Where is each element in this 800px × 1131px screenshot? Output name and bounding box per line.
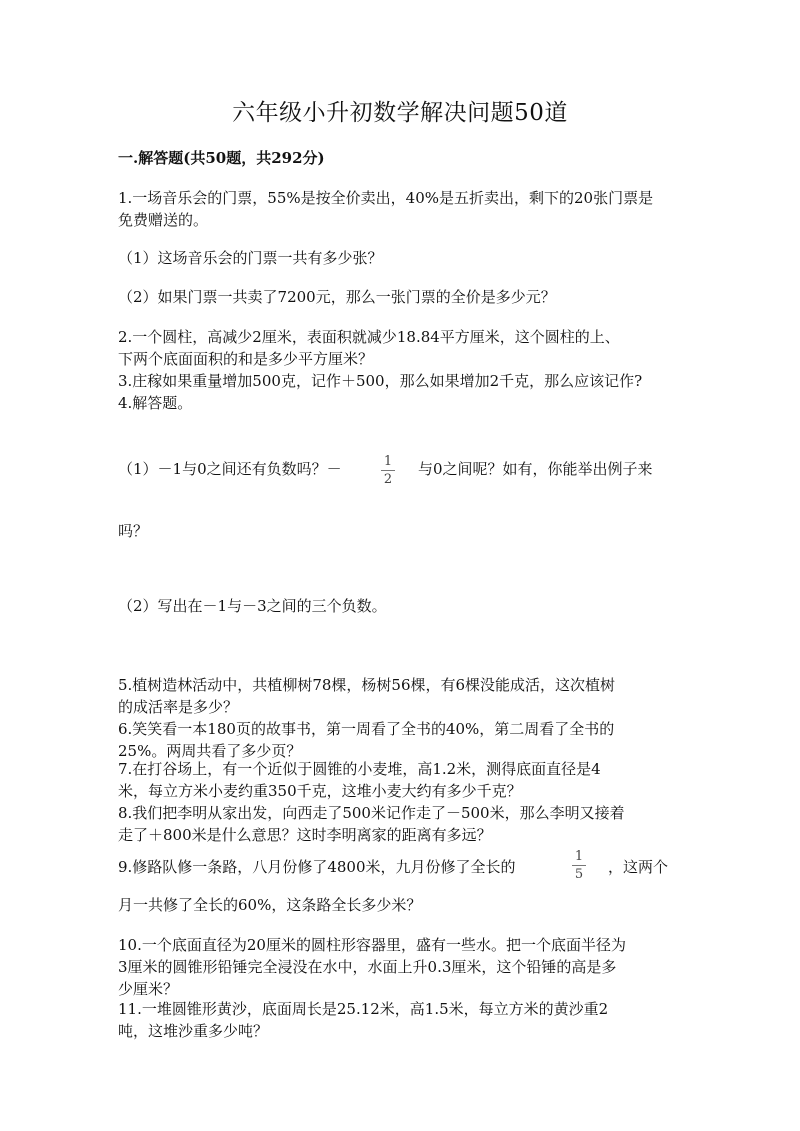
question-1-line-2: 免费赠送的。	[118, 211, 209, 229]
question-9-line-1-text-after: ，这两个	[608, 858, 669, 876]
question-8-line-2: 走了＋800米是什么意思？这时李明离家的距离有多远？	[118, 826, 492, 844]
question-6-line-2: 25%。两周共看了多少页？	[118, 742, 302, 760]
page-title: 六年级小升初数学解决问题50道	[232, 100, 568, 126]
fraction-one-fifth	[569, 849, 589, 882]
question-6-line-1: 6.笑笑看一本180页的故事书，第一周看了全书的40%，第二周看了全书的	[118, 720, 615, 738]
question-1-line-1: 1.一场音乐会的门票，55%是按全价卖出，40%是五折卖出，剩下的20张门票是	[118, 189, 654, 207]
question-5-line-2: 的成活率是多少？	[118, 698, 239, 716]
question-9-line-1-text-before: 9.修路队修一条路，八月份修了4800米，九月份修了全长的	[118, 858, 516, 876]
fraction-bar	[381, 470, 395, 471]
question-11-line-1: 11.一堆圆锥形黄沙，底面周长是25.12米，高1.5米，每立方米的黄沙重2	[118, 1000, 609, 1018]
question-4-sub-1-line-2: 吗？	[118, 522, 149, 540]
question-8-line-1: 8.我们把李明从家出发，向西走了500米记作走了－500米，那么李明又接着	[118, 804, 625, 822]
question-10-line-3: 少厘米？	[118, 980, 179, 998]
question-4-line-1: 4.解答题。	[118, 394, 193, 412]
question-4-sub-1-text-before: （1）－1与0之间还有负数吗？－	[118, 460, 342, 478]
question-2-line-1: 2.一个圆柱，高减少2厘米，表面积就减少18.84平方厘米，这个圆柱的上、	[118, 328, 620, 346]
question-11-line-2: 吨，这堆沙重多少吨？	[118, 1022, 269, 1040]
fraction-denominator: 2	[383, 472, 393, 487]
fraction-numerator: 1	[383, 454, 393, 469]
question-7-line-2: 米，每立方米小麦约重350千克，这堆小麦大约有多少千克？	[118, 782, 522, 800]
question-4-sub-1-text-after: 与0之间呢？如有，你能举出例子来	[418, 460, 653, 478]
question-1-sub-2: （2）如果门票一共卖了7200元，那么一张门票的全价是多少元？	[118, 288, 556, 306]
question-2-line-2: 下两个底面面积的和是多少平方厘米？	[118, 350, 374, 368]
fraction-bar	[572, 865, 586, 866]
fraction-denominator: 5	[574, 867, 584, 882]
question-5-line-1: 5.植树造林活动中，共植柳树78棵，杨树56棵，有6棵没能成活，这次植树	[118, 676, 616, 694]
fraction-numerator: 1	[574, 849, 584, 864]
question-10-line-2: 3厘米的圆锥形铅锤完全浸没在水中，水面上升0.3厘米，这个铅锤的高是多	[118, 958, 617, 976]
question-1-sub-1: （1）这场音乐会的门票一共有多少张？	[118, 249, 383, 267]
question-7-line-1: 7.在打谷场上，有一个近似于圆锥的小麦堆，高1.2米，测得底面直径是4	[118, 760, 601, 778]
question-9-line-2: 月一共修了全长的60%，这条路全长多少米？	[118, 896, 422, 914]
question-10-line-1: 10.一个底面直径为20厘米的圆柱形容器里，盛有一些水。把一个底面半径为	[118, 936, 626, 954]
section-header: 一.解答题(共50题，共292分)	[118, 149, 325, 167]
fraction-one-half	[378, 454, 398, 487]
question-3-line-1: 3.庄稼如果重量增加500克，记作＋500，那么如果增加2千克，那么应该记作?	[118, 372, 643, 390]
question-4-sub-2: （2）写出在－1与－3之间的三个负数。	[118, 597, 387, 615]
